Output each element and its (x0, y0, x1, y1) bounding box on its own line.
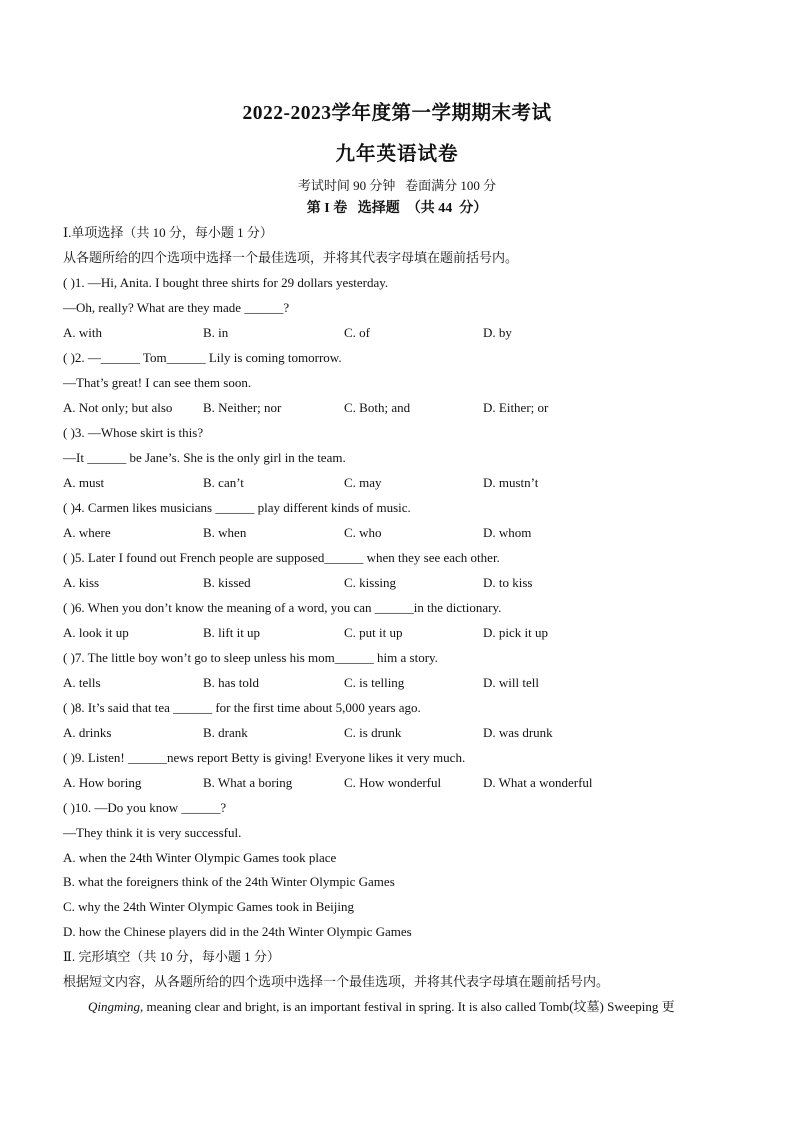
q6-option-c: C. put it up (344, 625, 403, 640)
q4-option-a: A. where (63, 525, 111, 540)
q3-stem: ( )3. —Whose skirt is this? (63, 425, 204, 440)
q7-option-b: B. has told (203, 675, 259, 690)
q10-line2: —They think it is very successful. (63, 825, 242, 840)
q6-option-b: B. lift it up (203, 625, 261, 640)
q3-option-b: B. can’t (203, 475, 244, 490)
q3-option-c: C. may (344, 475, 382, 490)
q10-option-c: C. why the 24th Winter Olympic Games took in Beijing (63, 899, 354, 914)
q1-option-b: B. in (203, 325, 229, 340)
q10-option-d: D. how the Chinese players did in the 24th Winter Olympic Games (63, 924, 412, 939)
q4-option-b: B. when (203, 525, 247, 540)
q4-stem: ( )4. Carmen likes musicians ______ play different kinds of music. (63, 500, 411, 515)
passage-text: , meaning clear and bright, is an important festival in spring. It is also called Tomb(坟墓) Sweeping 更 (140, 999, 675, 1014)
q8-option-d: D. was drunk (483, 725, 553, 740)
q4-option-c: C. who (344, 525, 382, 540)
q7-option-d: D. will tell (483, 675, 539, 690)
q1-option-a: A. with (63, 325, 102, 340)
q9-option-b: B. What a boring (203, 775, 293, 790)
q7-option-a: A. tells (63, 675, 101, 690)
q2-option-b: B. Neither; nor (203, 400, 282, 415)
q7-option-c: C. is telling (344, 675, 405, 690)
exam-info: 考试时间 90 分钟 卷面满分 100 分 (297, 178, 497, 193)
q2-stem: ( )2. —______ Tom______ Lily is coming tomorrow. (63, 350, 342, 365)
q6-stem: ( )6. When you don’t know the meaning of a word, you can ______in the dictionary. (63, 600, 502, 615)
q9-stem: ( )9. Listen! ______news report Betty is giving! Everyone likes it very much. (63, 750, 466, 765)
q10-stem: ( )10. —Do you know ______? (63, 800, 227, 815)
passage-first-line (88, 999, 768, 1015)
q9-option-a: A. How boring (63, 775, 142, 790)
q8-option-b: B. drank (203, 725, 248, 740)
q1-option-c: C. of (344, 325, 370, 340)
q8-option-a: A. drinks (63, 725, 112, 740)
q7-stem: ( )7. The little boy won’t go to sleep unless his mom______ him a story. (63, 650, 438, 665)
q6-option-a: A. look it up (63, 625, 129, 640)
q5-option-c: C. kissing (344, 575, 397, 590)
q8-option-c: C. is drunk (344, 725, 402, 740)
passage-italic-word: Qingming (88, 999, 140, 1014)
q9-option-c: C. How wonderful (344, 775, 442, 790)
q2-option-d: D. Either; or (483, 400, 549, 415)
q1-option-d: D. by (483, 325, 512, 340)
q4-option-d: D. whom (483, 525, 532, 540)
q3-option-a: A. must (63, 475, 105, 490)
section1-heading: Ⅰ.单项选择（共 10 分，每小题 1 分） (63, 225, 273, 240)
part-title: 第 I 卷 选择题 （共 44 分） (306, 201, 488, 216)
q2-option-c: C. Both; and (344, 400, 411, 415)
section2-instruction: 根据短文内容，从各题所给的四个选项中选择一个最佳选项，并将其代表字母填在题前括号内。 (63, 974, 610, 989)
q8-stem: ( )8. It’s said that tea ______ for the first time about 5,000 years ago. (63, 700, 421, 715)
q1-stem: ( )1. —Hi, Anita. I bought three shirts for 29 dollars yesterday. (63, 275, 389, 290)
exam-title: 2022-2023学年度第一学期期末考试 (242, 103, 552, 124)
q3-option-d: D. mustn’t (483, 475, 539, 490)
exam-subtitle: 九年英语试卷 (335, 144, 459, 165)
section1-instruction: 从各题所给的四个选项中选择一个最佳选项，并将其代表字母填在题前括号内。 (63, 250, 519, 265)
q2-option-a: A. Not only; but also (63, 400, 173, 415)
q10-option-b: B. what the foreigners think of the 24th Winter Olympic Games (63, 874, 395, 889)
q5-option-b: B. kissed (203, 575, 251, 590)
q5-option-d: D. to kiss (483, 575, 533, 590)
section2-heading: Ⅱ. 完形填空（共 10 分，每小题 1 分） (63, 949, 280, 964)
q10-option-a: A. when the 24th Winter Olympic Games took place (63, 850, 337, 865)
q2-line2: —That’s great! I can see them soon. (63, 375, 252, 390)
q6-option-d: D. pick it up (483, 625, 548, 640)
q3-line2: —It ______ be Jane’s. She is the only girl in the team. (63, 450, 346, 465)
q1-line2: —Oh, really? What are they made ______? (63, 300, 290, 315)
q5-stem: ( )5. Later I found out French people are supposed______ when they see each other. (63, 550, 500, 565)
q5-option-a: A. kiss (63, 575, 100, 590)
q9-option-d: D. What a wonderful (483, 775, 593, 790)
